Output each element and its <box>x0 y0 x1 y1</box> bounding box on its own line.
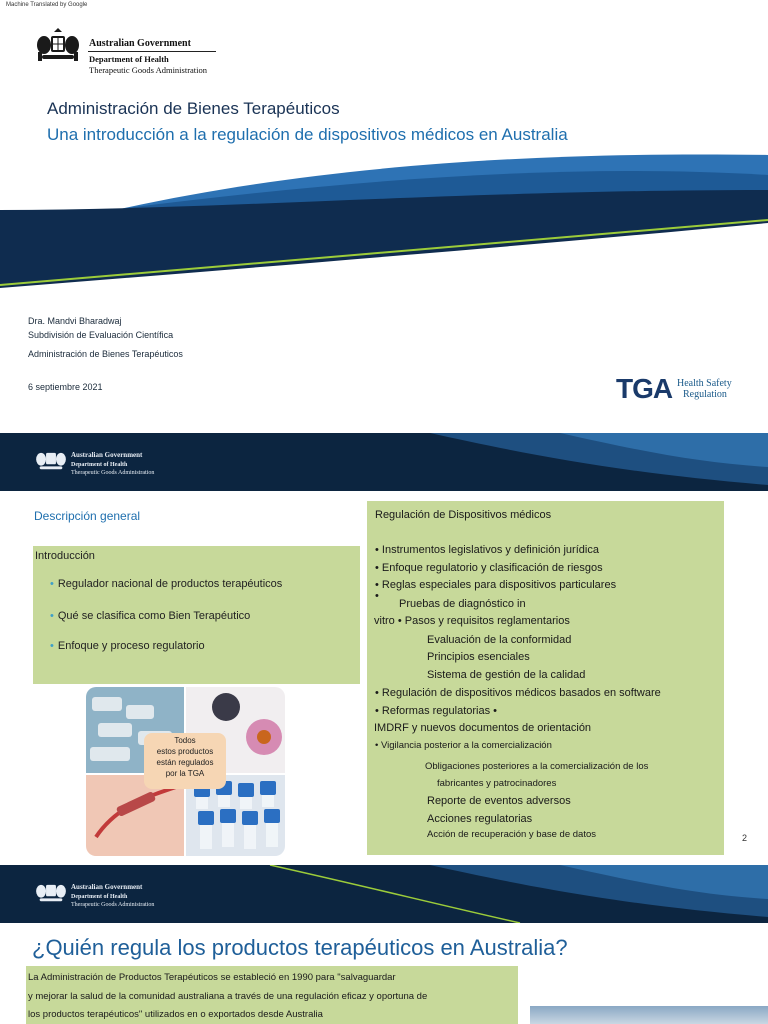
coat-of-arms-icon <box>34 28 82 64</box>
introduction-box <box>33 546 360 684</box>
slide-3-header <box>0 865 768 923</box>
regulation-line: • Reglas especiales para dispositivos particulares <box>375 579 617 591</box>
badge-line: estos productos <box>156 747 214 756</box>
intro-item: • Regulador nacional de productos terapéuticos <box>50 578 283 590</box>
device-regulation-box <box>367 501 724 855</box>
history-line: La Administración de Productos Terapéuticos se estableció en 1990 para "salvaguardar <box>28 972 396 983</box>
coat-of-arms-icon <box>34 879 68 905</box>
regulated-products-badge <box>144 733 226 789</box>
regulation-line: fabricantes y patrocinadores <box>437 778 557 789</box>
machine-translation-note: Machine Translated by Google <box>6 2 88 8</box>
slide-1 <box>0 0 768 433</box>
regulation-line: • Vigilancia posterior a la comercialización <box>375 740 552 751</box>
presenter-name: Dra. Mandvi Bharadwaj <box>28 316 122 326</box>
gov-name: Australian Government <box>89 38 191 49</box>
device-regulation-heading: Regulación de Dispositivos médicos <box>375 509 552 521</box>
wave-banner <box>0 150 768 290</box>
slide-3 <box>0 865 768 1024</box>
agency-name: Therapeutic Goods Administration <box>89 65 208 75</box>
regulation-line: Reporte de eventos adversos <box>427 795 571 807</box>
agency-name: Therapeutic Goods Administration <box>71 470 155 476</box>
presenter-organization: Administración de Bienes Terapéuticos <box>28 349 183 359</box>
page-number: 2 <box>742 833 748 843</box>
dept-name: Department of Health <box>89 54 169 64</box>
agency-name: Therapeutic Goods Administration <box>71 902 155 908</box>
slide-3-title: ¿Quién regula los productos terapéuticos en Australia? <box>32 935 568 960</box>
slide-1-title: Administración de Bienes Terapéuticos <box>47 99 340 118</box>
dept-name: Department of Health <box>71 462 128 468</box>
regulation-line: Acciones regulatorias <box>427 813 533 825</box>
tga-logo: TGA <box>616 373 673 404</box>
regulation-line: Pruebas de diagnóstico in <box>399 598 526 610</box>
badge-line: están regulados <box>156 758 214 767</box>
regulation-line: • Regulación de dispositivos médicos basados en software <box>375 687 661 699</box>
regulation-line: vitro • Pasos y requisitos reglamentarios <box>374 615 570 627</box>
regulation-line: Evaluación de la conformidad <box>427 634 572 646</box>
slide-3-photo <box>530 1006 768 1024</box>
history-line: los productos terapéuticos" utilizados en o exportados desde Australia <box>28 1009 323 1020</box>
tga-tagline <box>677 378 732 400</box>
badge-line: por la TGA <box>165 769 205 778</box>
overview-heading: Descripción general <box>34 509 141 523</box>
regulation-line: Sistema de gestión de la calidad <box>427 669 586 681</box>
regulation-line: Principios esenciales <box>427 651 530 663</box>
gov-name: Australian Government <box>71 451 143 459</box>
coat-of-arms-icon <box>34 447 68 473</box>
regulation-line: • Enfoque regulatorio y clasificación de riesgos <box>375 562 603 574</box>
slide-2 <box>0 433 768 865</box>
intro-item: • Enfoque y proceso regulatorio <box>50 640 205 652</box>
badge-line: Todos <box>174 736 196 745</box>
history-line: y mejorar la salud de la comunidad australiana a través de una regulación eficaz y oportuna de <box>28 991 428 1002</box>
tga-history-box <box>26 966 518 1024</box>
intro-item: • Qué se clasifica como Bien Terapéutico <box>50 610 251 622</box>
regulation-line: • Instrumentos legislativos y definición jurídica <box>375 544 599 556</box>
gov-divider <box>88 51 216 52</box>
presenter-division: Subdivisión de Evaluación Científica <box>28 330 174 340</box>
regulation-line: Acción de recuperación y base de datos <box>427 829 596 840</box>
regulation-line: • <box>375 590 379 602</box>
tga-tagline-2: Regulation <box>683 389 727 400</box>
tga-tagline-1: Health Safety <box>677 378 732 389</box>
slide-1-subtitle: Una introducción a la regulación de dispositivos médicos en Australia <box>47 125 568 144</box>
presentation-date: 6 septiembre 2021 <box>28 382 103 392</box>
gov-name: Australian Government <box>71 883 143 891</box>
regulation-line: • Reformas regulatorias • <box>375 705 498 717</box>
regulation-line: IMDRF y nuevos documentos de orientación <box>374 722 592 734</box>
dept-name: Department of Health <box>71 894 128 900</box>
regulation-line: Obligaciones posteriores a la comercialización de los <box>425 761 649 772</box>
introduction-label: Introducción <box>35 550 95 562</box>
slide-2-header <box>0 433 768 491</box>
